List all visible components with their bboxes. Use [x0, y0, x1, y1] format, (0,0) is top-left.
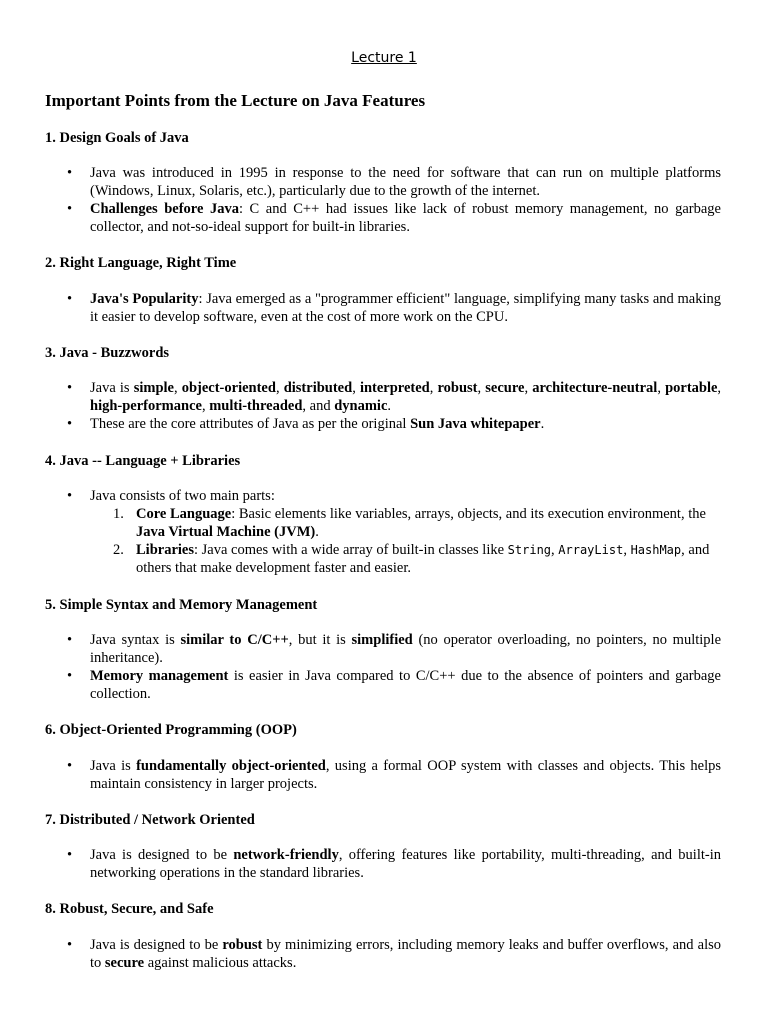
section-6-heading: 6. Object-Oriented Programming (OOP)	[45, 722, 297, 738]
list-item: • Java syntax is similar to C/C++, but it is simplified (no operator overloading, no pointers, no multiple inheritance).	[90, 631, 721, 667]
sub-list	[90, 505, 721, 577]
sub-list-item: 2. Libraries: Java comes with a wide array of built-in classes like String, ArrayList, HashMap, and others that make development faster and easier.	[113, 542, 710, 576]
section-2-heading: 2. Right Language, Right Time	[45, 255, 237, 271]
section-3-list	[90, 379, 721, 433]
list-item: • These are the core attributes of Java as per the original Sun Java whitepaper.	[90, 415, 721, 433]
section-5-heading: 5. Simple Syntax and Memory Management	[45, 597, 318, 613]
section-7-list	[90, 846, 721, 882]
list-item: • Java was introduced in 1995 in response to the need for software that can run on multiple platforms (Windows, Linux, Solaris, etc.), particularly due to the growth of the internet.	[90, 164, 721, 200]
section-4-list	[90, 487, 721, 577]
sub-list-item: 1. Core Language: Basic elements like variables, arrays, objects, and its execution environment, the Java Virtual Machine (JVM).	[113, 506, 706, 540]
list-item: • Java is designed to be robust by minimizing errors, including memory leaks and buffer overflows, and also to secure against malicious attacks.	[90, 936, 721, 972]
list-item: • Memory management is easier in Java compared to C/C++ due to the absence of pointers and garbage collection.	[90, 667, 721, 703]
list-item: • Challenges before Java: C and C++ had issues like lack of robust memory management, no garbage collector, and not-so-ideal support for built-in libraries.	[90, 200, 721, 236]
section-7-heading: 7. Distributed / Network Oriented	[45, 812, 255, 828]
section-1-heading: 1. Design Goals of Java	[45, 130, 189, 146]
list-item: • Java consists of two main parts: 1. Core Language: Basic elements like variables, arrays, objects, and its execution environment, the Java Virtual Machine (JVM). 2. Libraries: Java comes with a wide array of built-in classes like String, ArrayList, HashMap, and others that make development faster and easier.	[90, 487, 721, 577]
list-item: • Java is designed to be network-friendly, offering features like portability, multi-threading, and built-in networking operations in the standard libraries.	[90, 846, 721, 882]
list-item: • Java is simple, object-oriented, distributed, interpreted, robust, secure, architecture-neutral, portable, high-performance, multi-threaded, and dynamic.	[90, 379, 721, 415]
section-1-list	[90, 164, 721, 236]
section-3-heading: 3. Java - Buzzwords	[45, 345, 170, 361]
section-2-list	[90, 290, 721, 326]
list-item: • Java's Popularity: Java emerged as a "programmer efficient" language, simplifying many tasks and making it easier to develop software, even at the cost of more work on the CPU.	[90, 290, 721, 326]
list-item: • Java is fundamentally object-oriented, using a formal OOP system with classes and objects. This helps maintain consistency in larger projects.	[90, 757, 721, 793]
section-5-list	[90, 631, 721, 703]
section-8-heading: 8. Robust, Secure, and Safe	[45, 901, 214, 917]
section-4-heading: 4. Java -- Language + Libraries	[45, 453, 241, 469]
section-8-list	[90, 936, 721, 972]
section-6-list	[90, 757, 721, 793]
document-heading: Important Points from the Lecture on Java Features	[45, 91, 426, 110]
lecture-title: Lecture 1	[351, 50, 417, 66]
